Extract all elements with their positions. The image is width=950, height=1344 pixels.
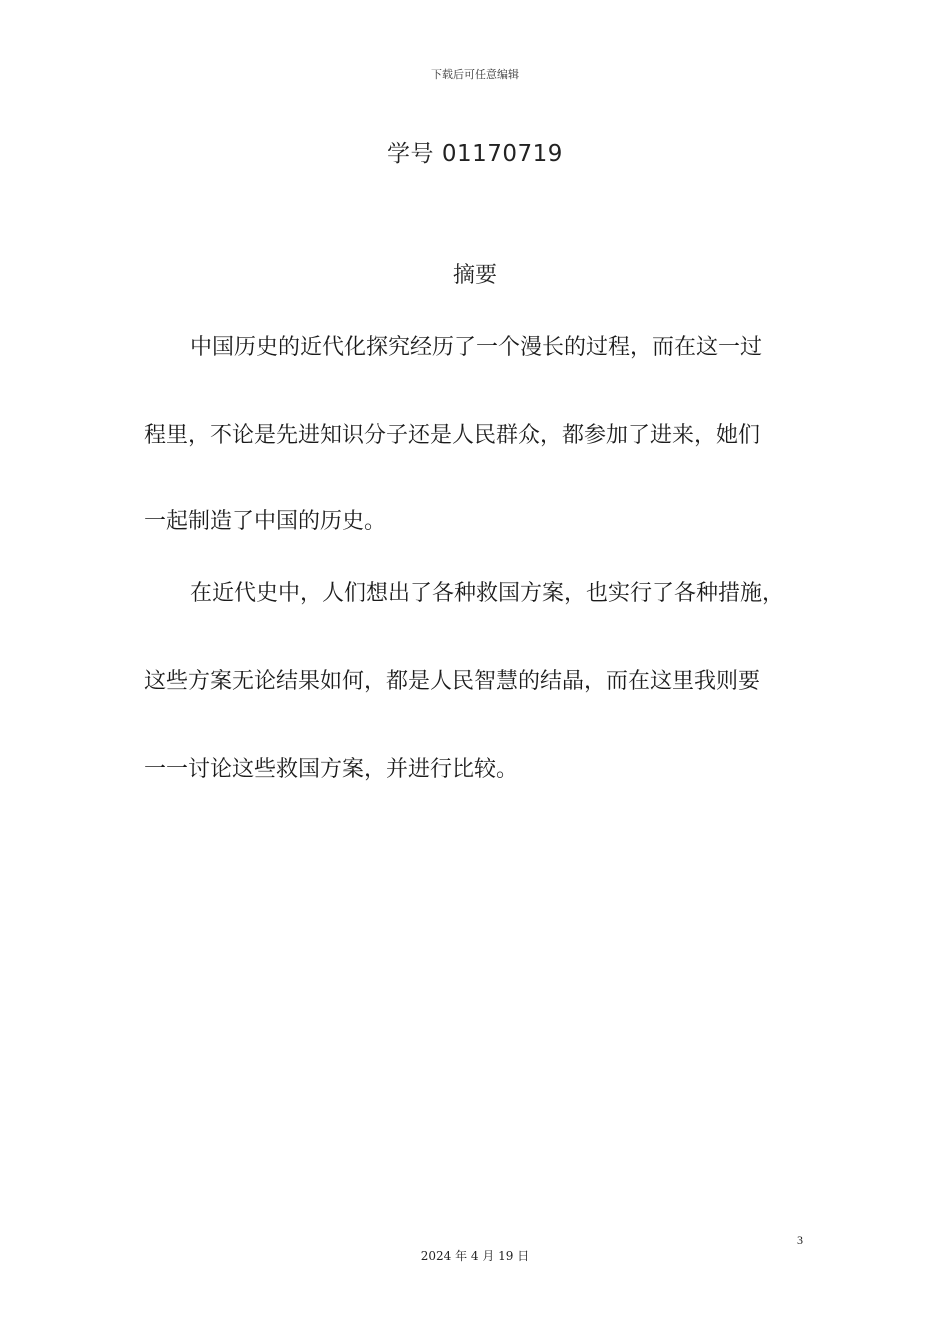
page-number: 3 <box>797 1233 803 1247</box>
student-id: 学号 01170719 <box>387 141 563 167</box>
header-note: 下载后可任意编辑 <box>431 68 519 81</box>
paragraph-2-line-2: 这些方案无论结果如何，都是人民智慧的结晶，而在这里我则要 <box>144 669 761 694</box>
paragraph-1-line-2: 程里，不论是先进知识分子还是人民群众，都参加了进来，她们 <box>144 423 761 448</box>
paragraph-1-line-3: 一起制造了中国的历史。 <box>144 509 387 534</box>
paragraph-2-line-1: 在近代史中，人们想出了各种救国方案，也实行了各种措施， <box>190 581 785 606</box>
paragraph-2-line-3: 一一讨论这些救国方案，并进行比较。 <box>144 757 519 782</box>
paragraph-1-line-1: 中国历史的近代化探究经历了一个漫长的过程，而在这一过 <box>190 335 763 360</box>
footer-date: 2024 年 4 月 19 日 <box>420 1249 530 1263</box>
abstract-title: 摘要 <box>452 263 497 288</box>
